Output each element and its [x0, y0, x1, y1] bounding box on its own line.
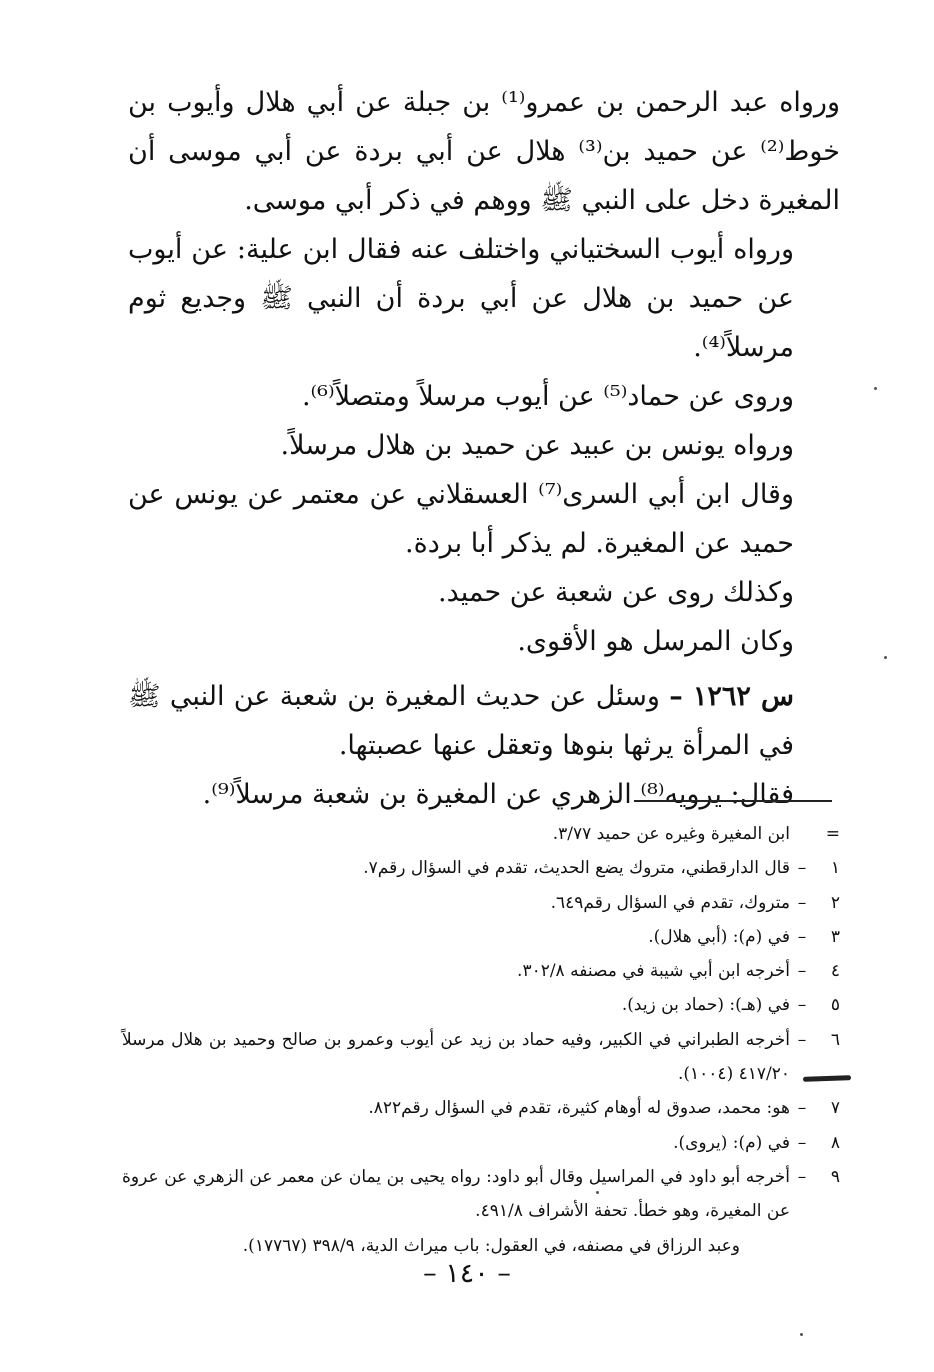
footnote-dash: –: [797, 1029, 807, 1050]
footnote-1: [122, 851, 840, 885]
paper-speck: [884, 656, 887, 659]
footnote-text: أخرجه الطبراني في الكبير، وفيه حماد بن زيد عن أيوب وعمرو بن صالح وحميد بن هلال مرسلاً ٤١٧/٢٠ (١٠٠٤).: [122, 1029, 790, 1085]
footnote-9: [122, 1160, 840, 1229]
paper-speck: [596, 1191, 599, 1194]
ink-smudge: [803, 1075, 851, 1082]
footnote-text: في (م): (أبي هلال).: [648, 926, 790, 947]
footnote-number: ٥: [830, 995, 840, 1016]
question-number: س ١٢٦٢ –: [669, 681, 795, 712]
question-text: وسئل عن حديث المغيرة بن شعبة عن النبي ﷺ في المرأة يرثها بنوها وتعقل عنها عصبتها.: [128, 681, 794, 761]
footnote-6: [122, 1023, 840, 1092]
footnote-text: أخرجه ابن أبي شيبة في مصنفه ٣٠٢/٨.: [517, 961, 790, 982]
footnote-text: في (م): (يروى).: [673, 1132, 790, 1153]
footnote-dash: –: [797, 892, 807, 913]
footnote-number: ٦: [830, 1029, 840, 1050]
footnote-2: [122, 886, 840, 920]
paragraph-5: وقال ابن أبي السرى⁽⁷⁾ العسقلاني عن معتمر عن يونس عن حميد عن المغيرة. لم يذكر أبا بردة.: [128, 479, 794, 559]
footnote-number: ١: [830, 858, 840, 879]
footnote-dash: –: [797, 1166, 807, 1187]
footnote-number: ٣: [830, 926, 840, 947]
paragraph-6: وكذلك روى عن شعبة عن حميد.: [438, 577, 794, 608]
footnote-text: وعبد الرزاق في مصنفه، في العقول: باب ميراث الدية، ٣٩٨/٩ (١٧٧٦٧).: [242, 1235, 740, 1256]
paragraph-7: وكان المرسل هو الأقوى.: [517, 626, 794, 657]
footnote-text: في (هـ): (حماد بن زيد).: [621, 995, 790, 1016]
footnote-dash: –: [797, 1098, 807, 1119]
footnote-7: [122, 1091, 840, 1125]
footnote-dash: –: [797, 1132, 807, 1153]
footnote-dash: –: [797, 961, 807, 982]
paper-speck: [874, 387, 877, 390]
footnote-number: ٧: [830, 1098, 840, 1119]
paragraph-1: ورواه عبد الرحمن بن عمرو⁽¹⁾ بن جبلة عن أبي هلال وأيوب بن خوط⁽²⁾ عن حميد بن⁽³⁾ هلال عن أبي بردة عن أبي موسى أن المغيرة دخل على النبي ﷺ ووهم في ذكر أبي موسى.: [128, 87, 841, 216]
footnote-4: [122, 954, 840, 988]
footnote-number: =: [825, 824, 840, 844]
footnote-number: ٩: [830, 1166, 840, 1187]
paragraph-3: وروى عن حماد⁽⁵⁾ عن أيوب مرسلاً ومتصلاً⁽⁶⁾.: [301, 381, 794, 412]
footnote-dash: –: [797, 926, 807, 947]
footnote-5: [122, 988, 840, 1022]
main-text: [128, 78, 840, 819]
paragraph-2: ورواه أيوب السختياني واختلف عنه فقال ابن علية: عن أيوب عن حميد بن هلال عن أبي بردة أن النبي ﷺ وجديع ثوم مرسلاً⁽⁴⁾.: [128, 234, 794, 363]
footnote-text: متروك، تقدم في السؤال رقم٦٤٩.: [550, 892, 790, 913]
footnote-3: [122, 920, 840, 954]
paper-speck: [800, 1333, 803, 1336]
footnote-dash: –: [797, 995, 807, 1016]
footnote-number: ٨: [830, 1132, 840, 1153]
footnote-number: ٢: [830, 892, 840, 913]
answer-paragraph: فقال: يرويه⁽⁸⁾ الزهري عن المغيرة بن شعبة مرسلاً⁽⁹⁾.: [202, 779, 794, 810]
footnote-number: ٤: [830, 961, 840, 982]
page-number: – ١٤٠ –: [423, 1258, 511, 1289]
footnote-text: قال الدارقطني، متروك يضع الحديث، تقدم في السؤال رقم٧.: [363, 858, 790, 879]
footnotes: [122, 817, 840, 1263]
question-paragraph: [128, 672, 840, 770]
footnote-text: ابن المغيرة وغيره عن حميد ٣/٧٧.: [552, 824, 790, 844]
footnote-dash: –: [797, 858, 807, 879]
paragraph-4: ورواه يونس بن عبيد عن حميد بن هلال مرسلاً.: [280, 430, 794, 461]
footnote-text: هو: محمد، صدوق له أوهام كثيرة، تقدم في السؤال رقم٨٢٢.: [368, 1098, 790, 1119]
footnote-8: [122, 1126, 840, 1160]
footnote-separator: [634, 800, 832, 802]
footnote-continued: [122, 817, 840, 851]
footnote-text: أخرجه أبو داود في المراسيل وقال أبو داود: رواه يحيى بن يمان عن معمر عن الزهري عن عروة عن المغيرة، وهو خطأ. تحفة الأشراف ٤٩١/٨.: [122, 1166, 790, 1222]
